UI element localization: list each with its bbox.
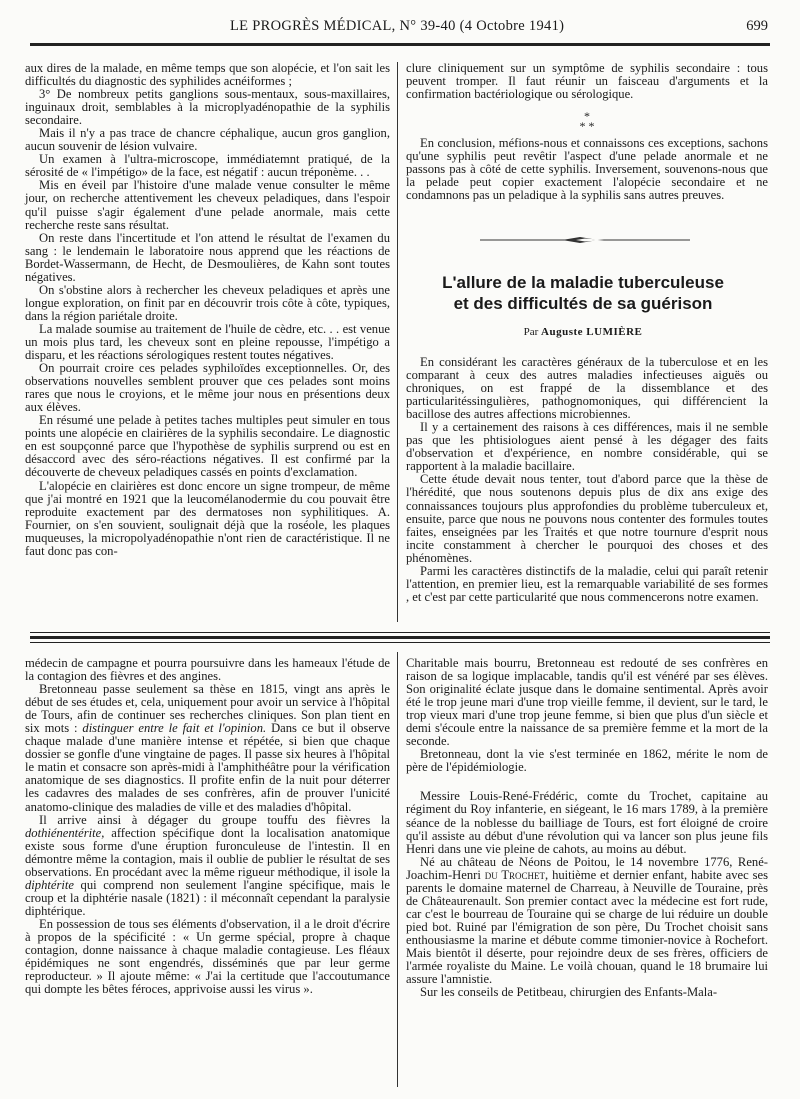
paragraph: médecin de campagne et pourra poursuivre dans les hameaux l'étude de la contagion des fièvres et des angines. — [25, 656, 390, 684]
header-rule — [30, 43, 770, 46]
column-divider — [397, 62, 398, 622]
paragraph: On pourrait croire ces pelades syphiloïdes exceptionnelles. Or, des observations nouvelles semblent prouver que ces pelades sont moins rares que nous le croyions, et le même jour nous en présentions deux aux élèves. — [25, 361, 390, 415]
paragraph: On s'obstine alors à rechercher les cheveux peladiques et après une longue exploration, on finit par en découvrir trois côte à côte, typiques, dans la région pariétale droite. — [25, 282, 390, 323]
top-left-column — [25, 62, 390, 558]
paragraph: L'alopécie en clairières est donc encore un signe trompeur, de même que j'ai montré en 1921 que la leucomélanodermie du cou pouvait être reproduite exactement par des dermatoses non syphilitiques. A. Fournier, on s'en souvient, soulignait déjà que la roséole, les plaques muqueuses, la micropolyadénopathie n'ont rien de caractéristique. Il ne faut donc pas con- — [25, 478, 390, 558]
paragraph: Bretonneau, dont la vie s'est terminée en 1862, mérite le nom de père de l'épidémiologie. — [406, 747, 768, 775]
article-title-line1: L'allure de la maladie tuberculeuse — [442, 273, 724, 292]
paragraph: Mais il n'y a pas trace de chancre céphalique, aucun gros ganglion, aucun souvenir de lésion vulvaire. — [25, 126, 390, 154]
article-byline — [403, 326, 763, 338]
paragraph: Il y a certainement des raisons à ces différences, mais il ne semble pas que les phtisiologues aient pensé à les dégager des faits d'observation et d'expérience, en nombre considérable, qui se rapportent à la maladie bacillaire. — [406, 420, 768, 474]
article-title-line2: et des difficultés de sa guérison — [453, 294, 713, 313]
paragraph: En conclusion, méfions-nous et connaissons ces exceptions, sachons qu'une syphilis peut revêtir l'aspect d'une pelade anormale et ne passons pas à côté de cette syphilis. Inversement, souvenons-nous que la pelade peut copier exactement l'alopécie secondaire et ne condamnons pas un peladique à la syphilis sans autres preuves. — [406, 136, 768, 203]
column-divider-bottom — [397, 652, 398, 1087]
article-title — [403, 272, 763, 314]
paragraph: En résumé une pelade à petites taches multiples peut simuler en tous points une alopécie en clairières de la syphilis secondaire. Le diagnostic en est soupçonné parce que l'hypothèse de syphilis surprend ou est en désaccord avec des séro-réactions négatives. Il est confirmé par la découverte de cheveux peladiques cassés en points d'exclamation. — [25, 413, 390, 480]
section-rule-top — [30, 632, 770, 633]
section-rule-bottom — [30, 642, 770, 643]
emphasis: diphtérite — [25, 877, 74, 892]
section-stars: * * * — [579, 109, 595, 134]
paragraph: clure cliniquement sur un symptôme de syphilis secondaire : tous peuvent tromper. Il faut réunir un faisceau d'arguments et la confirmation bactériologique ou sérologique. — [406, 61, 768, 102]
small-caps-name: du Trochet, — [484, 867, 549, 882]
paragraph: Messire Louis-René-Frédéric, comte du Trochet, capitaine au régiment du Roy infanterie, en siégeant, le 16 mars 1789, à la première séance de la noblesse du bailliage de Tours, est fort éloigné de croire qu'il assiste au début d'une révolution qui va lancer son plus jeune fils Henri dans une vie pleine de cahots, au moins au début. — [406, 789, 768, 856]
paragraph: aux dires de la malade, en même temps que son alopécie, et l'on sait les difficultés du diagnostic des syphilides acnéiformes ; — [25, 61, 390, 89]
paragraph: Parmi les caractères distinctifs de la maladie, celui qui paraît retenir l'attention, en premier lieu, est la remarquable variabilité de ses formes , et c'est par cette particularité que nous commencerons notre examen. — [406, 563, 768, 604]
paragraph: Cette étude devait nous tenter, tout d'abord parce que la thèse de l'hérédité, que nous soutenons depuis plus de dix ans exige des connaissances toujours plus approfondies du problème tuberculeux et, ensuite, parce que nous ne pouvons nous contenter des formules toutes faites, enseignées par les Traités et que notre tournure d'esprit nous incite constamment à chercher le pourquoi des choses et des phénomènes. — [406, 472, 768, 565]
byline-prefix: Par — [523, 326, 539, 338]
journal-title: LE PROGRÈS MÉDICAL, N° 39-40 (4 Octobre 1941) — [230, 18, 565, 34]
section-rule-thick — [30, 636, 770, 639]
emphasis: dothiénentérite, — [25, 825, 105, 840]
page-number: 699 — [746, 18, 768, 34]
paragraph: En possession de tous ses éléments d'observation, il a le droit d'écrire à propos de la spécificité : « Un germe spécial, propre à chaque contagion, donne naissance à chaque maladie contagieuse. Les fléaux épidémiques ne sont engendrés, disséminés que par leur germe reproducteur. » Il ajoute même: « J'ai la certitude que l'accoutumance qui dompte les bêtes féroces, apprivoise aussi les virus ». — [25, 916, 390, 997]
paragraph: Né au château de Néons de Poitou, le 14 novembre 1776, René-Joachim-Henri du Trochet, huitième et dernier enfant, habite avec ses parents le domaine maternel de Charreau, à Neuville de Touraine, près de Châteaurenault. Son premier contact avec la médecine est fort rude, car c'est le bourreau de Touraine qui se charge de lui réduire un double pied bot. Ruiné par l'émigration de son père, Du Trochet choisit sans enthousiasme la marine et débute comme timonier-novice à Rochefort. Mais bientôt il déserte, pour rejoindre deux de ses frères, officiers de l'armée royaliste du Maine. Le voilà chouan, quand le 18 brumaire lui assure l'amnistie. — [406, 854, 768, 987]
ornament-divider — [480, 236, 690, 244]
top-right-column — [406, 62, 768, 202]
paragraph: Bretonneau passe seulement sa thèse en 1815, vingt ans après le début de ses études et, cela, uniquement pour avoir un service à l'hôpital de Tours, afin de continuer ses recherches cliniques. Son plan tient en six mots : distinguer entre le fait et l'opinion. Dans ce but il observe chaque malade d'une manière intense et répétée, si bien que chaque dossier se gonfle d'une vingtaine de pages. Il passe six heures à l'hôpital le matin et consacre son après-midi à l'amphithéâtre pour la vérification anatomique de ses diagnostics. Il profite enfin de la nuit pour déterrer les cadavres des malades de ses confrères, afin de prouver l'unicité anatomo-clinique des maladies de ville et des maladies d'hôpital. — [25, 682, 390, 814]
paragraph: La malade soumise au traitement de l'huile de cèdre, etc. . . est venue un mois plus tard, les cheveux sont en pleine repousse, l'impétigo a disparu, et les réactions sérologiques restent toutes négatives. — [25, 321, 390, 363]
paragraph: Un examen à l'ultra-microscope, immédiatemnt pratiqué, de la sérosité de « l'impétigo» de la face, est négatif : aucun tréponème. . . — [25, 152, 390, 180]
paragraph: On reste dans l'incertitude et l'on attend le résultat de l'examen du sang : le lendemain le laboratoire nous apprend que les réactions de Bordet-Wassermann, de Hecht, de Desmoulières, de Kahn sont toutes négatives. — [25, 230, 390, 284]
paragraph: 3° De nombreux petits ganglions sous-mentaux, sous-maxillaires, inguinaux droit, semblables à la microplyadénopathie de la syphilis secondaire. — [25, 87, 390, 128]
paragraph: Il arrive ainsi à dégager du groupe touffu des fièvres la dothiénentérite, affection spécifique dont la localisation anatomique existe sous forme d'une éruption furonculeuse de l'intestin. Il en démontre même la contagion, mais il oublie de publier le résultat de ses observations. En procédant avec la même rigueur méthodique, il isole la diphtérite qui comprend non seulement l'angine spécifique, mais le croup et la diphtérie nasale (1821) : il méconnaît cependant la paralysie diphtérique. — [25, 812, 390, 918]
article-body — [406, 356, 768, 604]
running-header — [30, 18, 770, 40]
bottom-right-column — [406, 657, 768, 999]
emphasis: distinguer entre le fait et l'opinion. — [82, 721, 267, 736]
paragraph: En considérant les caractères généraux de la tuberculose et en les comparant à ceux des autres maladies infectieuses aiguës ou chroniques, on est frappé de la dissemblance et des particularitéssingulières, pathognomoniques, qui différencient la bacillose des autres affections microbiennes. — [406, 355, 768, 422]
author-name: Auguste LUMIÈRE — [541, 326, 643, 338]
paragraph: Mis en éveil par l'histoire d'une malade venue consulter le même jour, on recherche attentivement les cheveux peladiques, dans l'espoir qu'il puisse s'agir également d'une pelade anormale, mais cette recherche reste sans résultat. — [25, 178, 390, 232]
bottom-left-column — [25, 657, 390, 996]
paragraph: Sur les conseils de Petitbeau, chirurgien des Enfants-Mala- — [420, 985, 718, 1000]
paragraph: Charitable mais bourru, Bretonneau est redouté de ses confrères en raison de sa logique implacable, tandis qu'il est vénéré par ses élèves. Son originalité éclate jusque dans le domaine sentimental. Après avoir été le trop jeune mari d'une trop vieille femme, il devient, sur le tard, le trop vieux mari d'une trop jeune femme, si bien que plus d'un siècle et demi s'écoule entre la naissance de sa première femme et la mort de la seconde. — [406, 656, 768, 749]
